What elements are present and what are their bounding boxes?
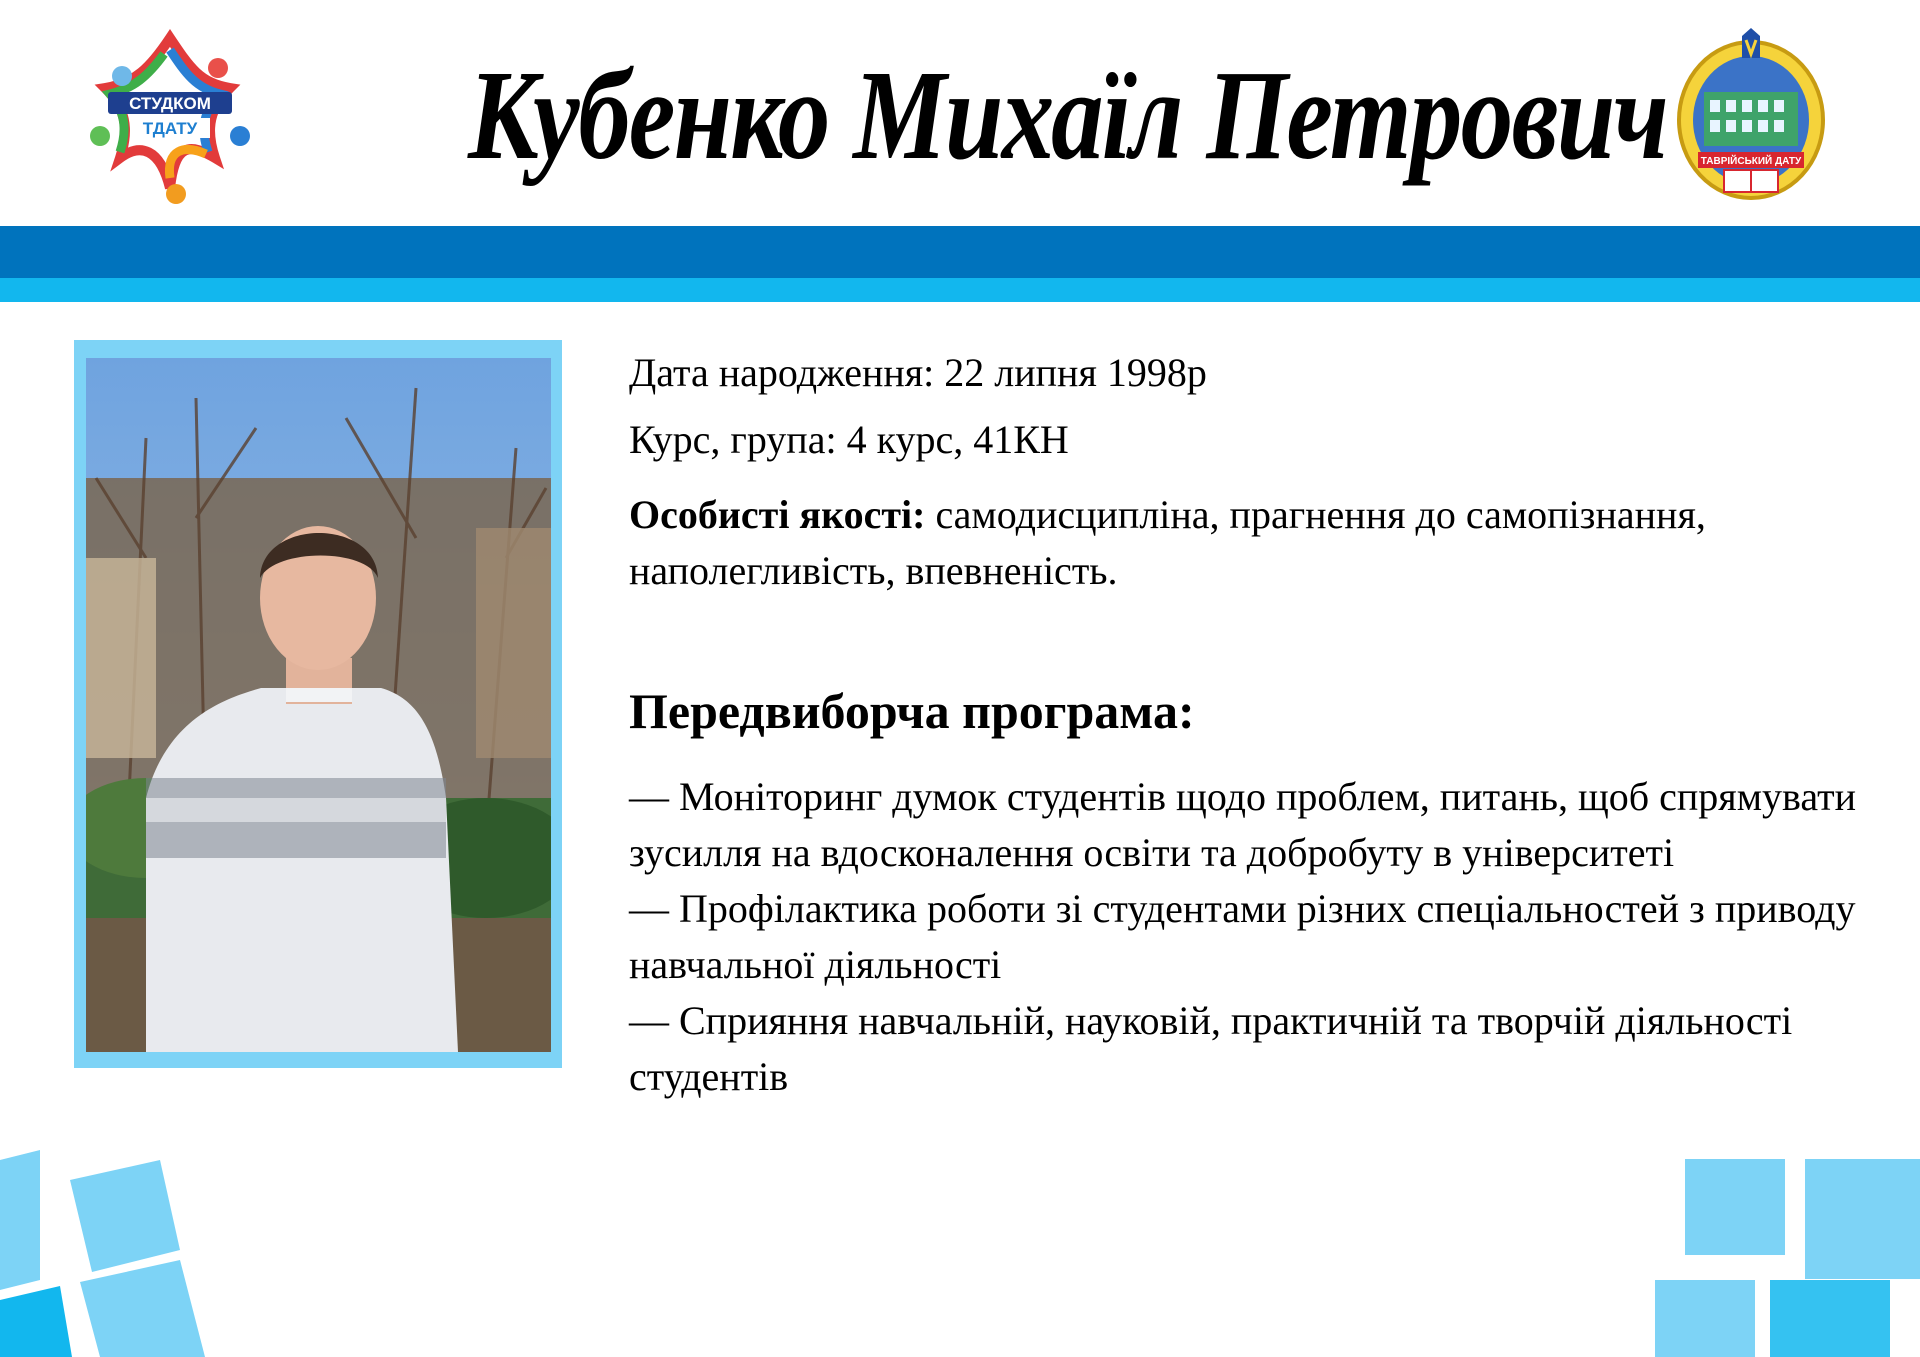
course-group: Курс, група: 4 курс, 41КН	[629, 417, 1069, 462]
svg-text:ТАВРІЙСЬКИЙ ДАТУ: ТАВРІЙСЬКИЙ ДАТУ	[1700, 156, 1802, 167]
studkom-logo	[80, 28, 260, 208]
qualities-label: Особисті якості:	[629, 492, 926, 537]
program-item: — Профілактика роботи зі студентами різних спеціальностей з приводу навчальної діяльності	[629, 886, 1856, 987]
personal-qualities	[629, 487, 1729, 599]
decor-squares-right-icon	[1640, 1155, 1920, 1357]
header-bar-dark	[0, 226, 1920, 278]
candidate-photo-icon	[86, 358, 551, 1052]
candidate-photo	[86, 358, 551, 1052]
program-title: Передвиборча програма:	[629, 683, 1195, 739]
header	[0, 0, 1920, 226]
studkom-star-icon	[80, 28, 260, 208]
header-bar-light	[0, 278, 1920, 302]
svg-text:СТУДКОМ: СТУДКОМ	[129, 94, 211, 113]
qualities-text: самодисципліна, прагнення до самопізнання, наполегливість, впевненість.	[629, 492, 1706, 593]
program-list	[629, 769, 1859, 1105]
page-title: Кубенко Михаїл Петрович	[468, 44, 1668, 186]
university-logo	[1676, 28, 1826, 200]
program-item: — Сприяння навчальній, науковій, практичній та творчій діяльності студентів	[629, 998, 1793, 1099]
university-crest-icon	[1676, 28, 1826, 200]
svg-text:ТДАТУ: ТДАТУ	[142, 119, 198, 138]
birth-date: Дата народження: 22 липня 1998р	[629, 350, 1207, 395]
decor-squares-left-icon	[0, 1150, 240, 1357]
program-item: — Моніторинг думок студентів щодо проблем, питань, щоб спрямувати зусилля на вдосконалення освіти та добробуту в університеті	[629, 774, 1856, 875]
